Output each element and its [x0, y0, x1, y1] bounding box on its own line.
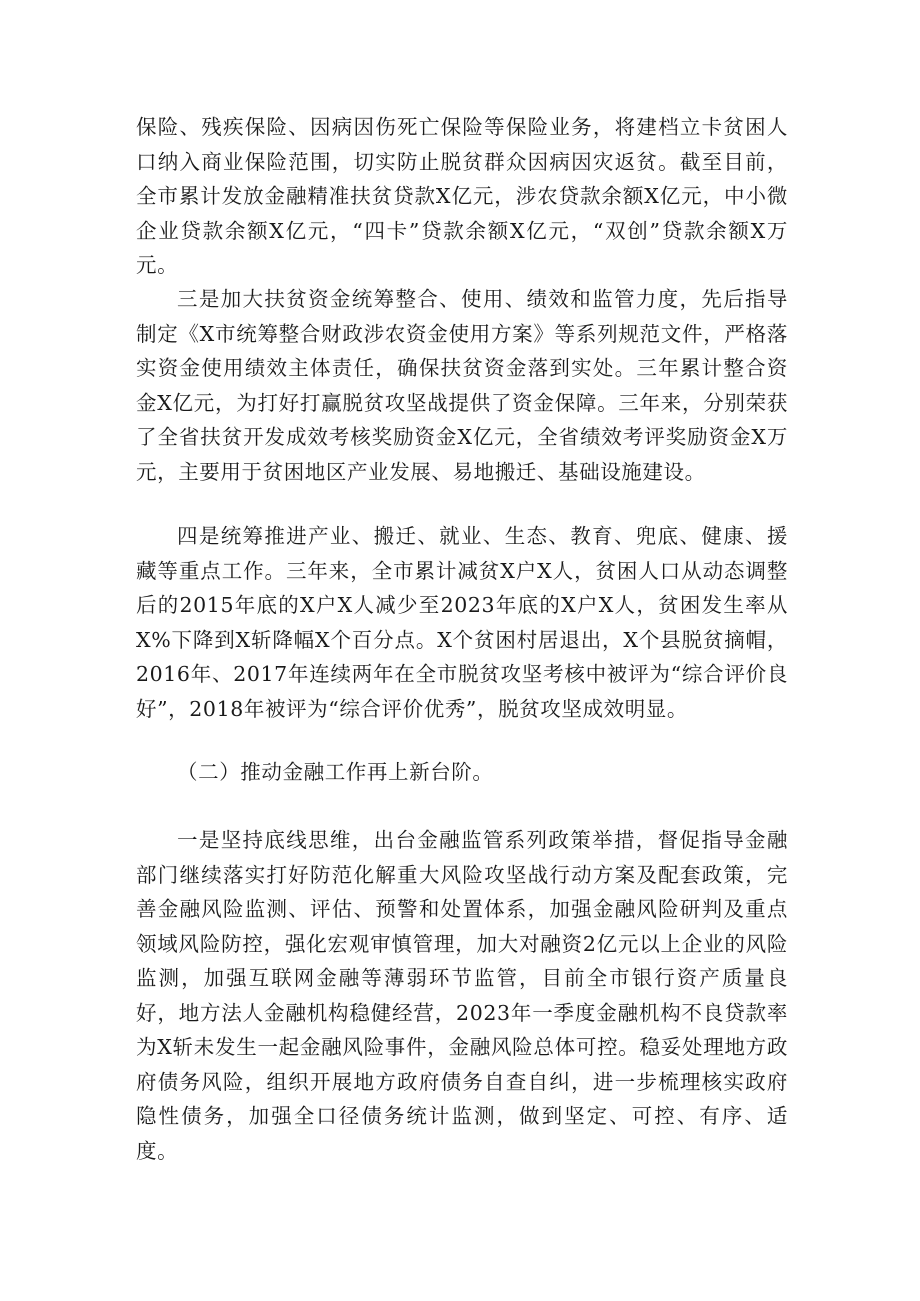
paragraph-fund-integration: 三是加大扶贫资金统筹整合、使用、绩效和监管力度，先后指导制定《X市统筹整合财政涉农资金使用方案》等系列规范文件，严格落实资金使用绩效主体责任，确保扶贫资金落到实处。三年累计整合资金X亿元，为打好打赢脱贫攻坚战提供了资金保障。三年来，分别荣获了全省扶贫开发成效考核奖励资金X亿元，全省绩效考评奖励资金X万元，主要用于贫困地区产业发展、易地搬迁、基础设施建设。: [136, 287, 788, 484]
paragraph-financial-risk: 一是坚持底线思维，出台金融监管系列政策举措，督促指导金融部门继续落实打好防范化解重大风险攻坚战行动方案及配套政策，完善金融风险监测、评估、预警和处置体系，加强金融风险研判及重点领域风险防控，强化宏观审慎管理，加大对融资2亿元以上企业的风险监测，加强互联网金融等薄弱环节监管，目前全市银行资产质量良好，地方法人金融机构稳健经营，2023年一季度金融机构不良贷款率为X斩未发生一起金融风险事件，金融风险总体可控。稳妥处理地方政府债务风险，组织开展地方政府债务自查自纠，进一步梳理核实政府隐性债务，加强全口径债务统计监测，做到坚定、可控、有序、适度。: [136, 828, 788, 1163]
section-heading-finance: （二）推动金融工作再上新台阶。: [177, 760, 494, 784]
paragraph-poverty-reduction: 四是统筹推进产业、搬迁、就业、生态、教育、兜底、健康、援藏等重点工作。三年来，全市累计减贫X户X人，贫困人口从动态调整后的2015年底的X户X人减少至2023年底的X户X人，贫困发生率从X%下降到X斩降幅X个百分点。X个贫困村居退出，X个县脱贫摘帽，2016年、2017年连续两年在全市脱贫攻坚考核中被评为“综合评价良好”，2018年被评为“综合评价优秀”，脱贫攻坚成效明显。: [136, 524, 788, 721]
paragraph-insurance-loans: 保险、残疾保险、因病因伤死亡保险等保险业务，将建档立卡贫困人口纳入商业保险范围，切实防止脱贫群众因病因灾返贫。截至目前，全市累计发放金融精准扶贫贷款X亿元，涉农贷款余额X亿元，中小微企业贷款余额X亿元，“四卡”贷款余额X亿元，“双创”贷款余额X万元。: [136, 115, 788, 277]
